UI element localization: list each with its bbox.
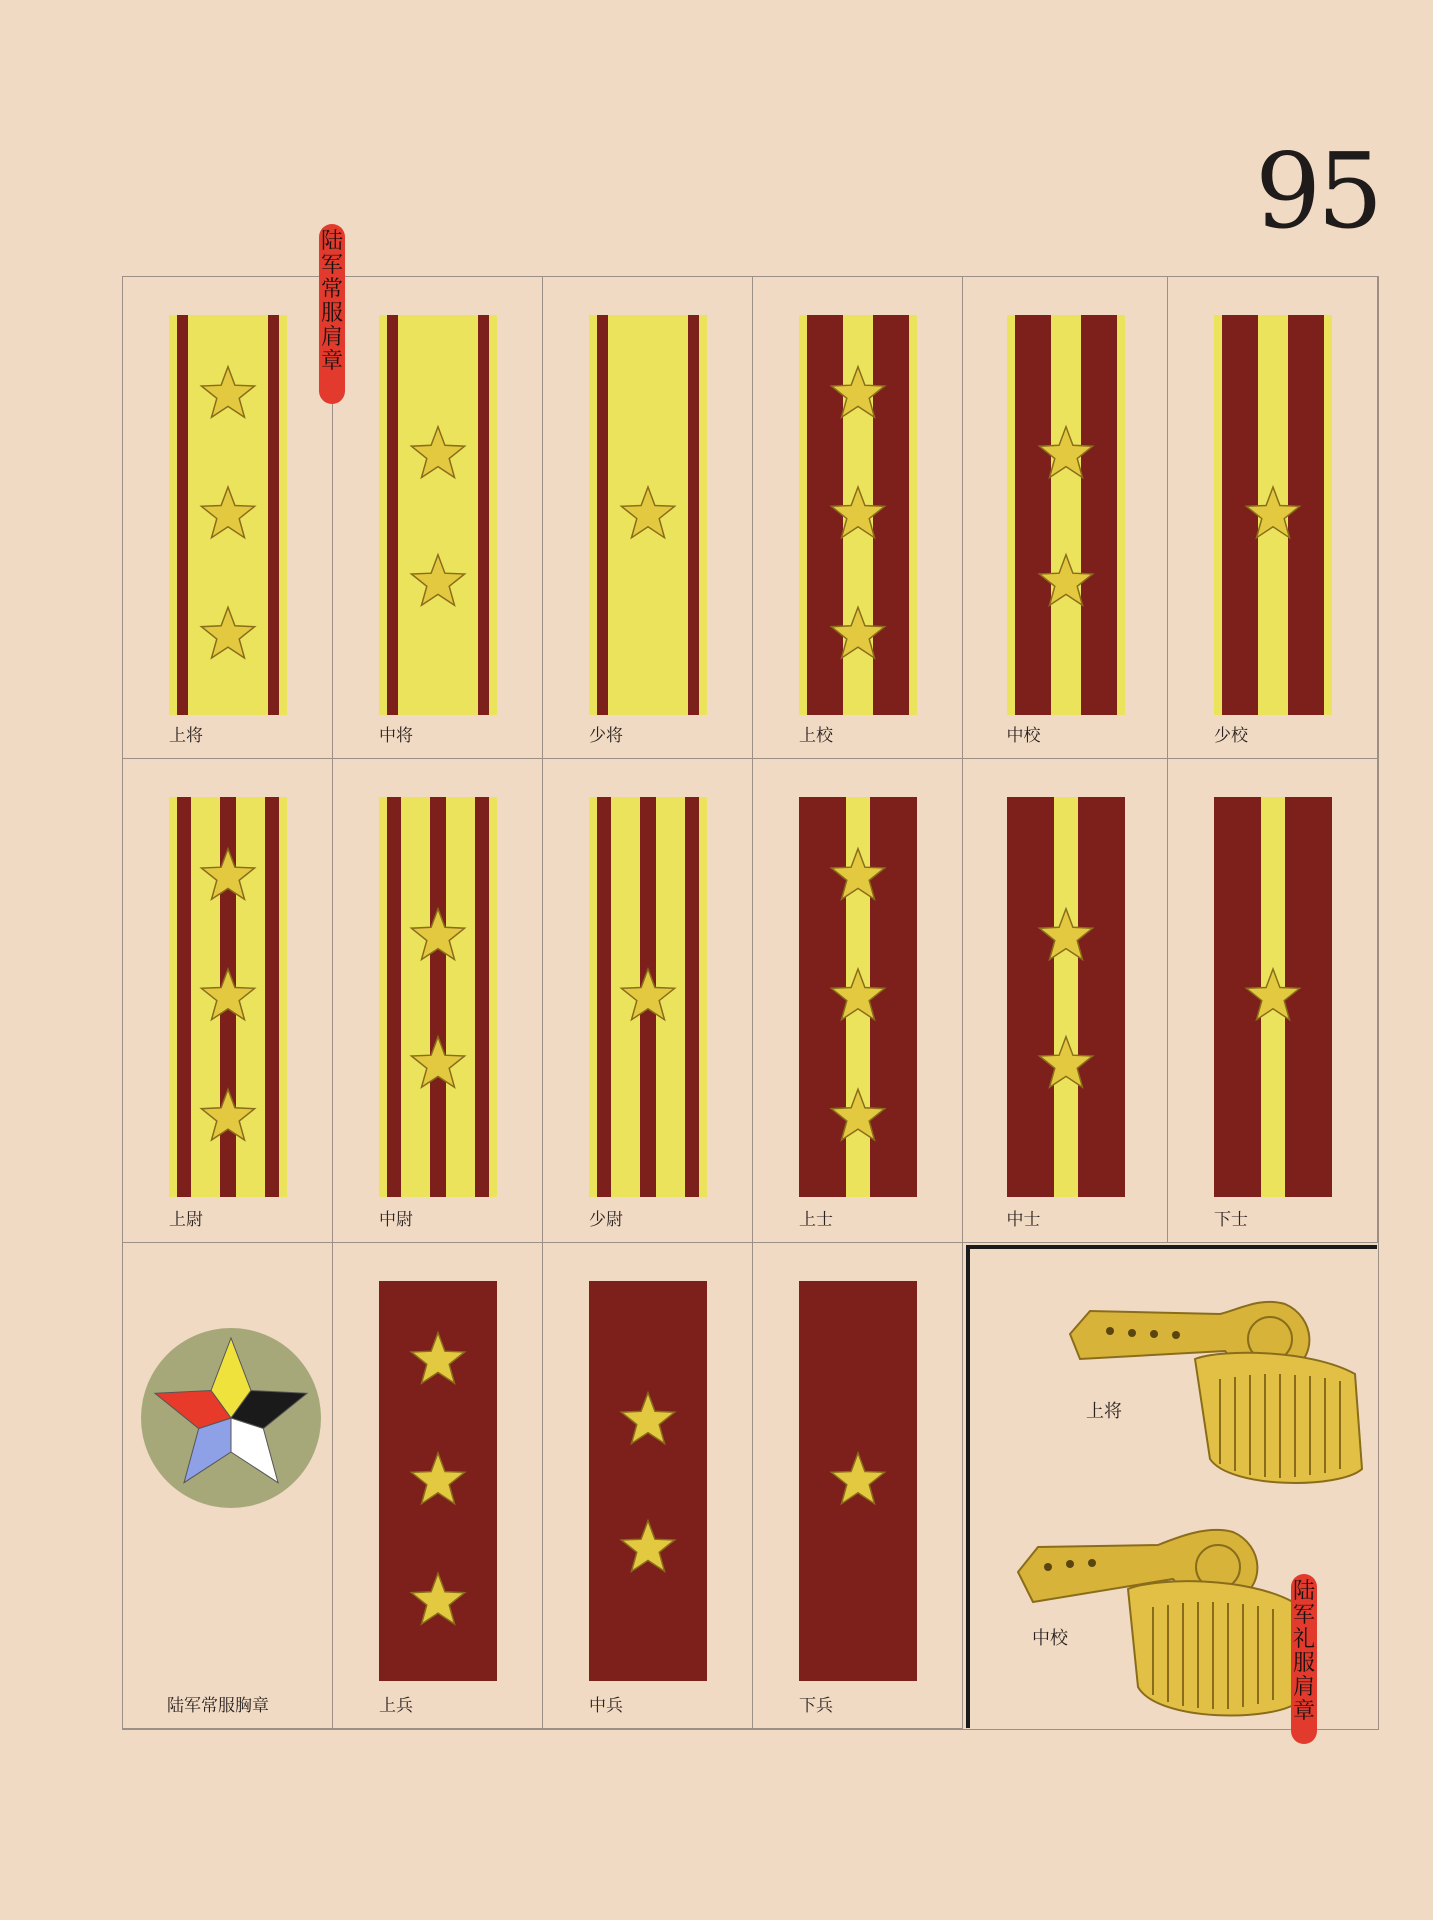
shoulder-board: [1007, 797, 1125, 1197]
epaulette-label-general: 上将: [1086, 1401, 1122, 1422]
insignia-label: 上兵: [379, 1696, 413, 1716]
insignia-cell: [963, 759, 1168, 1243]
insignia-cell: [333, 277, 543, 759]
shoulder-board: [169, 797, 287, 1197]
shoulder-board: [589, 797, 707, 1197]
epaulette-colonel-icon: [1018, 1530, 1298, 1716]
insignia-cell: [753, 759, 963, 1243]
insignia-label: 上士: [799, 1210, 833, 1230]
insignia-label: 下士: [1214, 1210, 1248, 1230]
insignia-cell: [123, 759, 333, 1243]
shoulder-board: [799, 1281, 917, 1681]
insignia-label: 少尉: [589, 1210, 623, 1230]
section-label-service-shoulder: 陆军常服肩章: [319, 224, 345, 404]
insignia-label: 上尉: [169, 1210, 203, 1230]
shoulder-board: [1214, 315, 1332, 715]
insignia-cell: [123, 277, 333, 759]
insignia-label: 少校: [1214, 726, 1248, 746]
shoulder-board: [379, 315, 497, 715]
insignia-label: 中尉: [379, 1210, 413, 1230]
insignia-cell: [963, 277, 1168, 759]
insignia-label: 中将: [379, 726, 413, 746]
shoulder-board: [169, 315, 287, 715]
insignia-cell: [333, 1243, 543, 1729]
insignia-label: 下兵: [799, 1696, 833, 1716]
shoulder-board: [589, 315, 707, 715]
insignia-label: 陆军常服胸章: [167, 1696, 269, 1716]
insignia-cell: [543, 277, 753, 759]
shoulder-board: [379, 1281, 497, 1681]
epaulette-general-icon: [1070, 1302, 1362, 1483]
insignia-cell: [543, 759, 753, 1243]
insignia-label: 上将: [169, 726, 203, 746]
insignia-label: 中校: [1006, 726, 1041, 746]
shoulder-board: [379, 797, 497, 1197]
insignia-cell: [543, 1243, 753, 1729]
page-number: 95: [1255, 130, 1380, 252]
shoulder-board: [799, 797, 917, 1197]
insignia-cell: [753, 277, 963, 759]
insignia-cell: [1168, 277, 1378, 759]
insignia-cell: [753, 1243, 963, 1729]
epaulette-label-colonel: 中校: [1032, 1628, 1068, 1649]
insignia-cell: [123, 1243, 333, 1729]
shoulder-board: [1007, 315, 1125, 715]
shoulder-board: [1214, 797, 1332, 1197]
insignia-cell: [333, 759, 543, 1243]
shoulder-board: [589, 1281, 707, 1681]
insignia-label: 上校: [799, 726, 833, 746]
insignia-label: 少将: [589, 726, 623, 746]
section-label-dress-shoulder: 陆军礼服肩章: [1291, 1574, 1317, 1744]
insignia-cell: [1168, 759, 1378, 1243]
insignia-label: 中士: [1006, 1210, 1041, 1230]
insignia-label: 中兵: [589, 1696, 623, 1716]
shoulder-board: [799, 315, 917, 715]
chest-badge-icon: [141, 1328, 321, 1508]
